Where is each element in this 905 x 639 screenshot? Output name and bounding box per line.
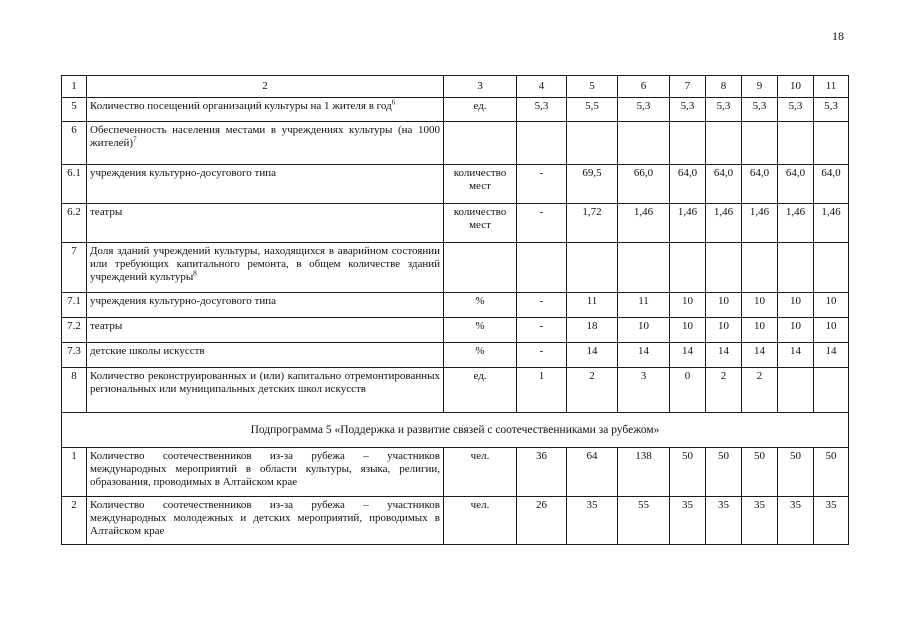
header-cell: 8 [706, 76, 742, 98]
indicator-name [87, 318, 444, 343]
value-cell: 64,0 [670, 165, 706, 204]
value-cell: - [517, 165, 567, 204]
value-cell: 66,0 [618, 165, 670, 204]
value-cell: 50 [814, 448, 849, 497]
indicator-name-text: Доля зданий учреждений культуры, находящихся в аварийном состоянии или требующих капитального ремонта, в общем количестве зданий учреждений культуры [90, 245, 440, 283]
value-cell: 2 [567, 368, 618, 413]
footnote-ref: 7 [133, 135, 137, 144]
value-cell: - [517, 293, 567, 318]
indicator-name-text: Количество реконструированных и (или) капитально отремонтированных региональных или муниципальных детских школ искусств [90, 370, 440, 395]
indicator-name [87, 165, 444, 204]
unit-cell [444, 122, 517, 165]
indicator-name-text: учреждения культурно-досугового типа [90, 167, 276, 179]
value-cell: 14 [567, 343, 618, 368]
value-cell: - [517, 204, 567, 243]
value-cell: 35 [814, 497, 849, 545]
value-cell [670, 122, 706, 165]
indicator-name-text: учреждения культурно-досугового типа [90, 295, 276, 307]
value-cell: 5,3 [706, 98, 742, 122]
table-row [62, 343, 849, 368]
value-cell: 5,3 [670, 98, 706, 122]
value-cell [517, 243, 567, 293]
value-cell: 50 [742, 448, 778, 497]
value-cell: 64,0 [742, 165, 778, 204]
table-row [62, 98, 849, 122]
indicator-name-text: театры [90, 206, 123, 218]
value-cell: 36 [517, 448, 567, 497]
row-number: 5 [62, 98, 87, 122]
value-cell: 10 [742, 318, 778, 343]
footnote-ref: 8 [193, 269, 197, 278]
row-number: 2 [62, 497, 87, 545]
value-cell [670, 243, 706, 293]
value-cell: 2 [706, 368, 742, 413]
value-cell: 64,0 [778, 165, 814, 204]
value-cell: 1,46 [670, 204, 706, 243]
value-cell: 64,0 [706, 165, 742, 204]
indicator-name [87, 293, 444, 318]
value-cell: 1,46 [742, 204, 778, 243]
value-cell: - [517, 343, 567, 368]
page-number: 18 [832, 29, 844, 43]
header-cell: 11 [814, 76, 849, 98]
indicator-name-text: Количество соотечественников из-за рубежа – участников международных мероприятий в области культуры, языка, религии, образования, проводимых в Алтайском крае [90, 450, 440, 488]
value-cell [618, 122, 670, 165]
header-cell: 4 [517, 76, 567, 98]
value-cell [742, 122, 778, 165]
value-cell: 3 [618, 368, 670, 413]
value-cell [618, 243, 670, 293]
unit-cell: чел. [444, 448, 517, 497]
value-cell: 69,5 [567, 165, 618, 204]
value-cell [778, 368, 814, 413]
value-cell: 1,46 [618, 204, 670, 243]
value-cell [567, 122, 618, 165]
unit-cell: % [444, 293, 517, 318]
value-cell: 10 [742, 293, 778, 318]
indicator-name [87, 204, 444, 243]
value-cell: 14 [778, 343, 814, 368]
value-cell: 35 [706, 497, 742, 545]
value-cell: 10 [618, 318, 670, 343]
value-cell: 1,46 [706, 204, 742, 243]
value-cell: 35 [742, 497, 778, 545]
value-cell: 50 [670, 448, 706, 497]
value-cell [567, 243, 618, 293]
table-row [62, 293, 849, 318]
value-cell: 64,0 [814, 165, 849, 204]
value-cell [706, 243, 742, 293]
table-row [62, 368, 849, 413]
indicator-name [87, 497, 444, 545]
value-cell: 5,3 [742, 98, 778, 122]
unit-cell: ед. [444, 98, 517, 122]
indicator-name [87, 98, 444, 122]
value-cell: 35 [778, 497, 814, 545]
unit-cell: % [444, 343, 517, 368]
unit-cell: ед. [444, 368, 517, 413]
value-cell: 1,46 [814, 204, 849, 243]
header-cell: 7 [670, 76, 706, 98]
header-cell: 6 [618, 76, 670, 98]
value-cell: 14 [670, 343, 706, 368]
row-number: 7.3 [62, 343, 87, 368]
value-cell: 5,5 [567, 98, 618, 122]
indicator-name [87, 243, 444, 293]
unit-cell: чел. [444, 497, 517, 545]
value-cell: 10 [706, 293, 742, 318]
indicator-name-text: детские школы искусств [90, 345, 205, 357]
indicator-name-text: Количество посещений организаций культуры на 1 жителя в год [90, 100, 392, 112]
value-cell: 50 [706, 448, 742, 497]
row-number: 8 [62, 368, 87, 413]
value-cell: 10 [670, 318, 706, 343]
value-cell: 18 [567, 318, 618, 343]
value-cell: 10 [814, 318, 849, 343]
footnote-ref: 6 [391, 98, 396, 107]
header-cell: 10 [778, 76, 814, 98]
indicator-name-text: Количество соотечественников из-за рубежа – участников международных молодежных и детских мероприятий, проводимых в Алтайском крае [90, 499, 440, 537]
indicator-name [87, 368, 444, 413]
indicators-table [61, 75, 849, 545]
value-cell: 5,3 [778, 98, 814, 122]
indicator-name [87, 343, 444, 368]
table-header-row [62, 76, 849, 98]
unit-cell [444, 243, 517, 293]
table-row [62, 122, 849, 165]
unit-cell: количество мест [444, 165, 517, 204]
value-cell: 10 [778, 293, 814, 318]
table-row [62, 497, 849, 545]
value-cell [814, 368, 849, 413]
unit-cell: % [444, 318, 517, 343]
value-cell: 14 [706, 343, 742, 368]
value-cell [706, 122, 742, 165]
row-number: 6.1 [62, 165, 87, 204]
value-cell: 26 [517, 497, 567, 545]
header-cell: 1 [62, 76, 87, 98]
value-cell: 64 [567, 448, 618, 497]
header-cell: 5 [567, 76, 618, 98]
indicator-name [87, 122, 444, 165]
value-cell: 10 [706, 318, 742, 343]
row-number: 7 [62, 243, 87, 293]
section-row [62, 413, 849, 448]
value-cell: 14 [814, 343, 849, 368]
value-cell [742, 243, 778, 293]
value-cell: 5,3 [517, 98, 567, 122]
value-cell: 10 [814, 293, 849, 318]
value-cell [814, 243, 849, 293]
row-number: 7.1 [62, 293, 87, 318]
indicator-name-text: Обеспеченность населения местами в учреждениях культуры (на 1000 жителей) [90, 124, 440, 149]
value-cell: 1,46 [778, 204, 814, 243]
value-cell: 35 [567, 497, 618, 545]
section-title: Подпрограмма 5 «Поддержка и развитие связей с соотечественниками за рубежом» [62, 413, 849, 448]
indicator-name-text: театры [90, 320, 123, 332]
value-cell [778, 122, 814, 165]
table-row [62, 448, 849, 497]
table-row [62, 243, 849, 293]
table-row [62, 165, 849, 204]
value-cell: 138 [618, 448, 670, 497]
value-cell: 1,72 [567, 204, 618, 243]
value-cell: 10 [778, 318, 814, 343]
row-number: 1 [62, 448, 87, 497]
value-cell: - [517, 318, 567, 343]
value-cell: 5,3 [814, 98, 849, 122]
value-cell: 10 [670, 293, 706, 318]
value-cell: 0 [670, 368, 706, 413]
value-cell: 1 [517, 368, 567, 413]
table-row [62, 204, 849, 243]
value-cell: 50 [778, 448, 814, 497]
value-cell: 5,3 [618, 98, 670, 122]
value-cell: 55 [618, 497, 670, 545]
row-number: 7.2 [62, 318, 87, 343]
value-cell: 11 [618, 293, 670, 318]
value-cell: 14 [742, 343, 778, 368]
unit-cell: количество мест [444, 204, 517, 243]
value-cell [778, 243, 814, 293]
row-number: 6.2 [62, 204, 87, 243]
row-number: 6 [62, 122, 87, 165]
indicator-name [87, 448, 444, 497]
value-cell: 11 [567, 293, 618, 318]
table-row [62, 318, 849, 343]
value-cell: 35 [670, 497, 706, 545]
value-cell: 14 [618, 343, 670, 368]
value-cell [517, 122, 567, 165]
header-cell: 9 [742, 76, 778, 98]
value-cell: 2 [742, 368, 778, 413]
header-cell: 2 [87, 76, 444, 98]
value-cell [814, 122, 849, 165]
header-cell: 3 [444, 76, 517, 98]
